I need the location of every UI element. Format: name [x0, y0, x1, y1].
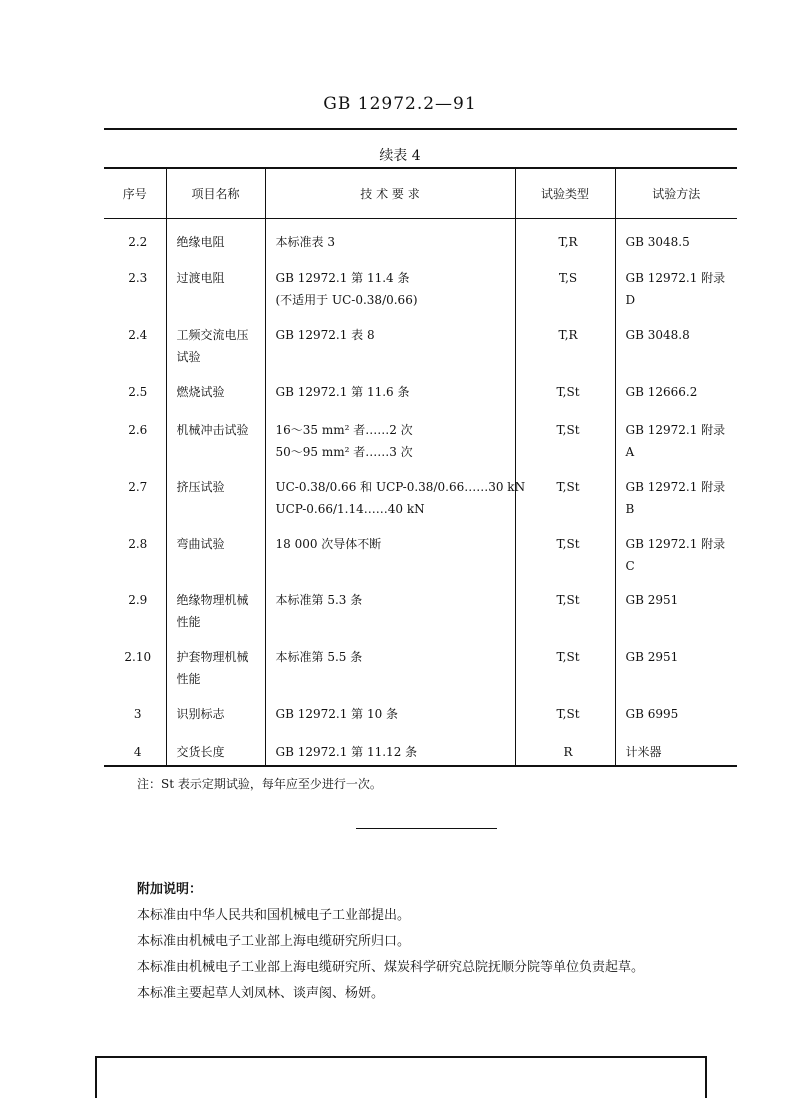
cell-no: 2.3	[128, 271, 148, 285]
table-row	[104, 521, 737, 577]
cell-no: 2.9	[128, 593, 148, 607]
cell-method: GB 12972.1 附录 D	[615, 255, 737, 312]
item-line: 交货长度	[176, 745, 225, 759]
appendix-line: 本标准由机械电子工业部上海电缆研究所、煤炭科学研究总院抚顺分院等单位负责起草。	[137, 960, 645, 975]
table-row	[104, 255, 737, 312]
item-line: 性能	[176, 615, 201, 629]
cell-requirement	[265, 577, 515, 634]
cell-type: T,St	[515, 577, 615, 634]
table-header-row	[104, 168, 737, 218]
header-rule	[104, 128, 737, 130]
cell-no: 2.2	[128, 234, 148, 249]
cell-no: 2.10	[124, 650, 152, 664]
cell-item	[166, 464, 265, 521]
item-line: 绝缘电阻	[176, 234, 225, 249]
cell-method: GB 12666.2	[615, 369, 737, 407]
item-line: 试验	[176, 350, 201, 364]
table-row	[104, 691, 737, 729]
cell-requirement	[265, 369, 515, 407]
cell-no: 2.8	[128, 537, 148, 551]
item-line: 工频交流电压	[176, 328, 249, 342]
cell-type: T,R	[515, 312, 615, 369]
cell-no: 2.7	[128, 480, 148, 494]
requirement-line: GB 12972.1 第 11.12 条	[275, 745, 418, 759]
cell-requirement	[265, 634, 515, 691]
table-note: 注：St 表示定期试验，每年应至少进行一次。	[137, 777, 382, 791]
spec-table	[104, 167, 737, 767]
cell-no: 2.5	[128, 385, 148, 399]
cell-item	[166, 521, 265, 577]
cell-item	[166, 369, 265, 407]
cell-requirement	[265, 521, 515, 577]
table-row	[104, 218, 737, 255]
cell-method: GB 2951	[615, 577, 737, 634]
cell-method: GB 2951	[615, 634, 737, 691]
table-row	[104, 729, 737, 766]
item-line: 识别标志	[176, 707, 225, 721]
cell-item	[166, 691, 265, 729]
requirement-line: GB 12972.1 第 11.6 条	[275, 385, 410, 399]
table-row	[104, 634, 737, 691]
requirement-line: GB 12972.1 第 11.4 条	[275, 271, 410, 285]
col-header-type: 试验类型	[515, 168, 615, 218]
requirement-line: 18 000 次导体不断	[275, 537, 382, 551]
cell-item	[166, 255, 265, 312]
cell-requirement	[265, 464, 526, 521]
cell-item	[166, 312, 265, 369]
appendix-heading: 附加说明：	[137, 882, 203, 897]
cell-method: GB 12972.1 附录 B	[615, 464, 737, 521]
cell-no: 2.4	[128, 328, 148, 342]
cell-method: GB 3048.8	[615, 312, 737, 369]
col-header-requirement: 技 术 要 求	[265, 168, 515, 218]
item-line: 性能	[176, 672, 201, 686]
requirement-line: GB 12972.1 第 10 条	[275, 707, 399, 721]
cell-type: T,R	[515, 218, 615, 255]
item-line: 过渡电阻	[176, 271, 225, 285]
requirement-line: 本标准第 5.5 条	[275, 650, 363, 664]
cell-type: T,St	[515, 407, 615, 464]
col-header-item: 项目名称	[166, 168, 265, 218]
requirement-line: UC-0.38/0.66 和 UCP-0.38/0.66……30 kN	[275, 480, 526, 494]
cell-type: T,St	[515, 369, 615, 407]
requirement-line: 16～35 mm² 者……2 次	[275, 423, 413, 437]
cell-item	[166, 218, 265, 255]
item-line: 护套物理机械	[176, 650, 249, 664]
appendix-line: 本标准由中华人民共和国机械电子工业部提出。	[137, 908, 411, 923]
table-row	[104, 312, 737, 369]
cell-type: T,St	[515, 521, 615, 577]
cell-type: T,St	[515, 691, 615, 729]
cell-item	[166, 729, 265, 766]
col-header-method: 试验方法	[615, 168, 737, 218]
requirement-line: UCP-0.66/1.14……40 kN	[275, 502, 425, 516]
footer-frame	[95, 1056, 707, 1098]
requirement-line: (不适用于 UC-0.38/0.66)	[275, 293, 418, 307]
cell-type: R	[515, 729, 615, 766]
cell-item	[166, 634, 265, 691]
appendix-line: 本标准由机械电子工业部上海电缆研究所归口。	[137, 934, 411, 949]
cell-type: T,S	[515, 255, 615, 312]
table-row	[104, 407, 737, 464]
cell-type: T,St	[515, 464, 615, 521]
cell-no: 2.6	[128, 423, 148, 437]
item-line: 机械冲击试验	[176, 423, 249, 437]
table-row	[104, 369, 737, 407]
cell-no: 4	[104, 729, 166, 766]
table-row	[104, 577, 737, 634]
cell-method: GB 12972.1 附录 A	[615, 407, 737, 464]
table-caption: 续表 4	[379, 148, 421, 164]
table-body	[104, 218, 737, 766]
col-header-no: 序号	[104, 168, 166, 218]
cell-requirement	[265, 255, 515, 312]
cell-method: GB 12972.1 附录 C	[615, 521, 737, 577]
cell-requirement	[265, 691, 515, 729]
cell-requirement	[265, 218, 515, 255]
item-line: 挤压试验	[176, 480, 225, 494]
requirement-line: GB 12972.1 表 8	[275, 328, 375, 342]
cell-method: 计米器	[615, 729, 737, 766]
cell-method: GB 3048.5	[615, 218, 737, 255]
cell-requirement	[265, 729, 515, 766]
appendix	[137, 877, 644, 1007]
table-row	[104, 464, 737, 521]
cell-requirement	[265, 312, 515, 369]
cell-method: GB 6995	[615, 691, 737, 729]
section-divider	[356, 828, 497, 829]
item-line: 燃烧试验	[176, 385, 225, 399]
cell-type: T,St	[515, 634, 615, 691]
cell-item	[166, 577, 265, 634]
requirement-line: 本标准第 5.3 条	[275, 593, 363, 607]
requirement-line: 本标准表 3	[275, 234, 335, 249]
item-line: 绝缘物理机械	[176, 593, 249, 607]
item-line: 弯曲试验	[176, 537, 225, 551]
requirement-line: 50～95 mm² 者……3 次	[275, 445, 413, 459]
cell-no: 3	[133, 707, 142, 721]
cell-requirement	[265, 407, 515, 464]
cell-item	[166, 407, 265, 464]
standard-code: GB 12972.2—91	[323, 94, 477, 114]
appendix-line: 本标准主要起草人刘凤林、谈声阂、杨妍。	[137, 986, 385, 1001]
